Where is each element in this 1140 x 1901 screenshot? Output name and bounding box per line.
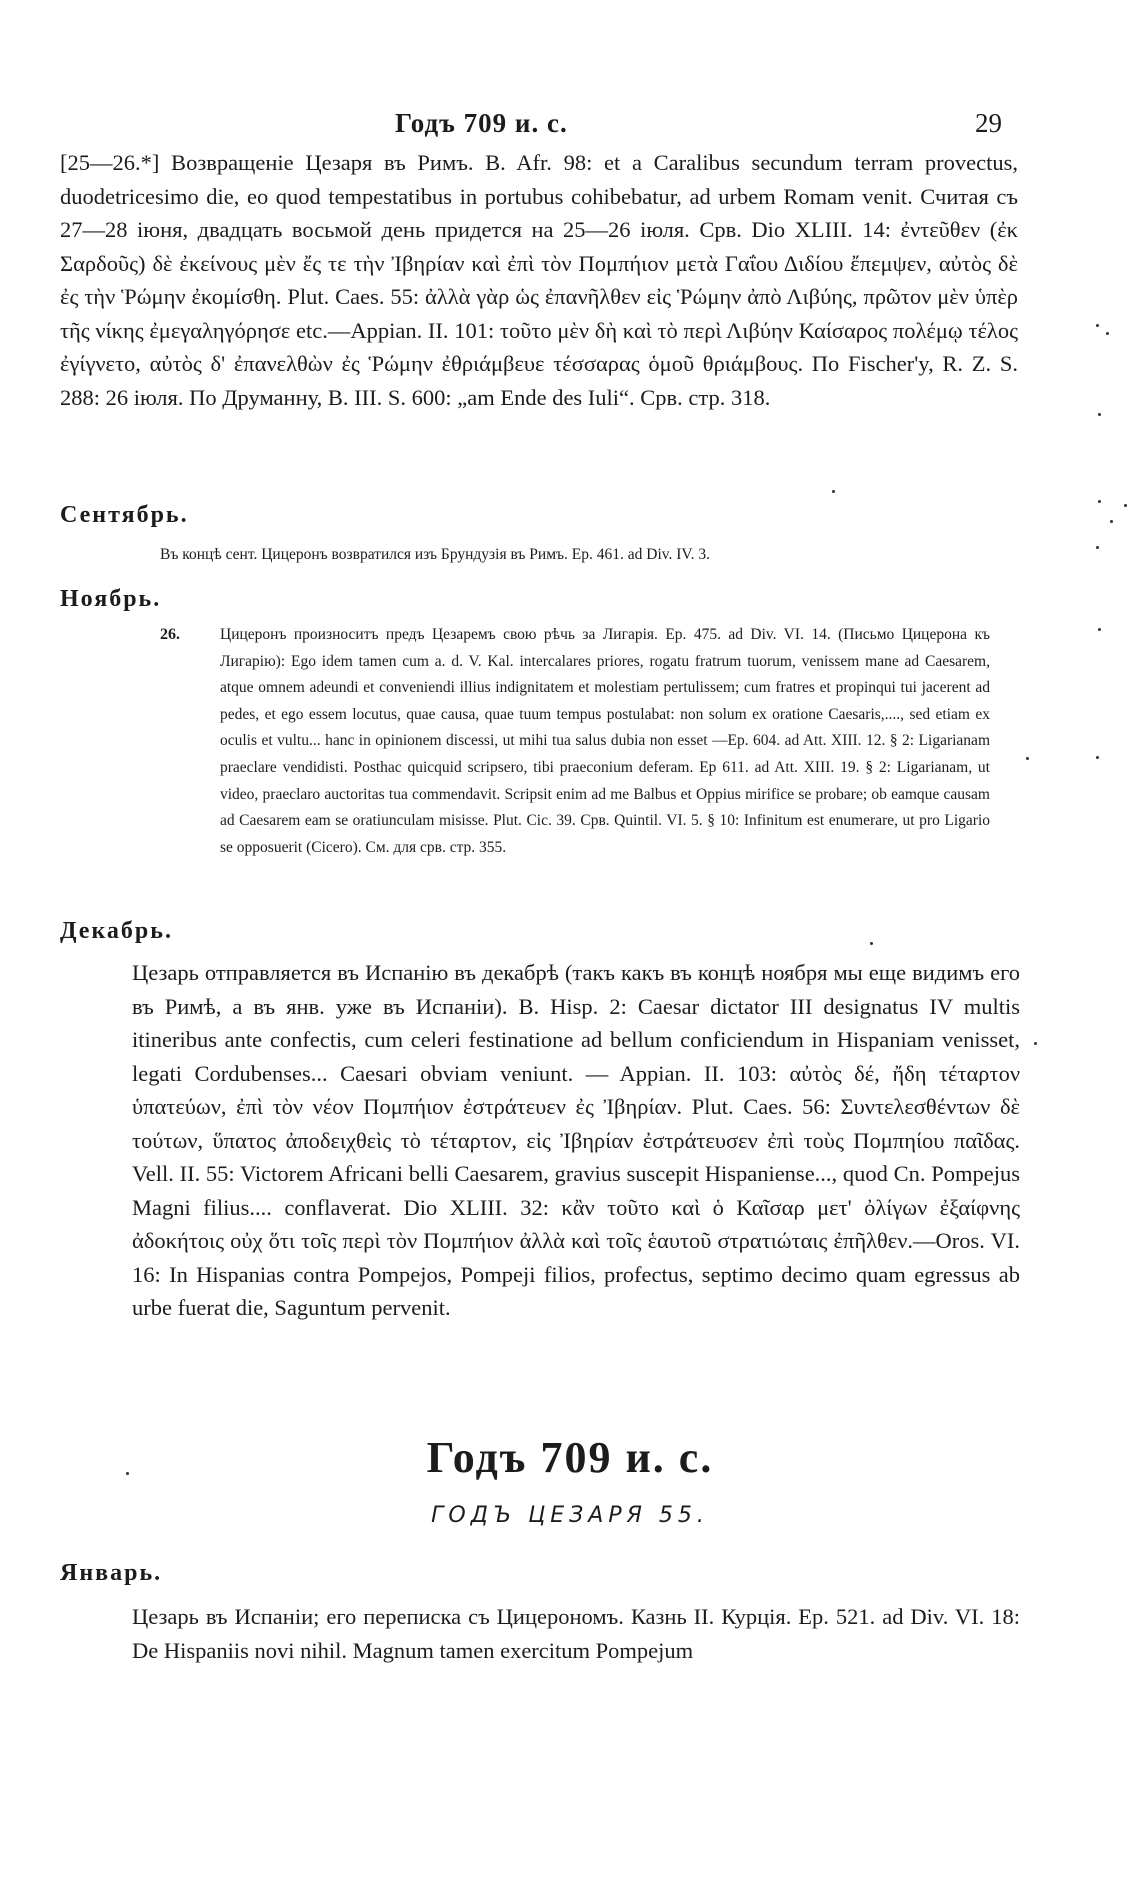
entry-january: Цезарь въ Испаніи; его переписка съ Цицерономъ. Казнь II. Курція. Ep. 521. ad Div. VI. 18: De Hispaniis novi nihil. Magnum tamen exercitum Pompejum: [132, 1604, 1020, 1663]
page-number: 29: [975, 108, 1002, 138]
scan-speck: [832, 490, 835, 493]
entry-december: Цезарь отправляется въ Испанію въ декабрѣ (такъ какъ въ концѣ ноября мы еще видимъ его въ Римѣ, а въ янв. уже въ Испаніи). B. Hisp. 2: Caesar dictator III designatus IV multis itineribus ante confectis, cum celeri festinatione ad bellum conficiendum in Hispaniam venisset, legati Cordubenses... Caesari obviam veniunt. — Appian. II. 103: αὐτὸς δέ, ἤδη τέταρτον ὑπατεύων, ἐπὶ τὸν νέον Πομπήιον ἐστράτευεν ἐς Ἰβηρίαν. Plut. Caes. 56: Συντελεσθέντων δὲ τούτων, ὕπατος ἀποδειχθεὶς τὸ τέταρτον, εἰς Ἰβηρίαν ἐστράτευσεν ἐπὶ τοὺς Πομπηίου παῖδας. Vell. II. 55: Victorem Africani belli Caesarem, gravius suscepit Hispaniense..., quod Cn. Pompejus Magni filius.... conflaverat. Dio XLIII. 32: κἂν τοῦτο καὶ ὁ Καῖσαρ μετ' ὀλίγων ἐξαίφνης ἀδοκήτοις οὐχ ὅτι τοῖς περὶ τὸν Πομπήιον ἀλλὰ καὶ τοῖς ἑαυτοῦ στρατιώταις ἐπῆλθεν.—Oros. VI. 16: In Hispanias contra Pompejos, Pompeji filios, profectus, septimo decimo quam egressus ab urbe fuerat die, Saguntum pervenit.: [132, 960, 1020, 1320]
scan-speck: [1096, 756, 1099, 759]
scan-speck: [126, 1472, 129, 1475]
entry-september: Въ концѣ сент. Цицеронъ возвратился изъ Брундузія въ Римъ. Ep. 461. ad Div. IV. 3.: [160, 546, 710, 563]
section-heading-january: Январь.: [60, 1560, 163, 1586]
scan-speck: [1124, 504, 1127, 507]
entry-july-return: [25—26.*] Возвращеніе Цезаря въ Римъ. B. Afr. 98: et a Caralibus secundum terram provectus, duodetricesimo die, eo quod tempestatibus in portubus cohibebatur, ad urbem Romam venit. Считая съ 27—28 іюня, двадцать восьмой день придется на 25—26 іюля. Срв. Dio XLIII. 14: ἐντεῦθεν (ἐκ Σαρδοῦς) δὲ ἐκείνους μὲν ἔς τε τὴν Ἰβηρίαν καὶ ἐπὶ τὸν Πομπήιον μετὰ Γαΐου Διδίου ἔπεμψεν, αὐτὸς δὲ ἐς τὴν Ῥώμην ἐκομίσθη. Plut. Caes. 55: ἀλλὰ γὰρ ὡς ἐπανῆλθεν εἰς Ῥώμην ἀπὸ Λιβύης, πρῶτον μὲν ὑπὲρ τῆς νίκης ἐμεγαληγόρησε etc.—Appian. II. 101: τοῦτο μὲν δὴ καὶ τὸ περὶ Λιβύην Καίσαρος πολέμῳ τέλος ἐγίγνετο, αὐτὸς δ' ἐπανελθὼν ἐς Ῥώμην ἐθριάμβευε τέσσαρας ὁμοῦ θριάμβους. По Fischer'y, R. Z. S. 288: 26 іюля. По Друманну, B. III. S. 600: „am Ende des Iuli“. Срв. стр. 318.: [60, 150, 1018, 410]
scan-speck: [1098, 500, 1101, 503]
scan-speck: [1110, 520, 1113, 523]
scan-speck: [1106, 332, 1109, 335]
entry-number: 26.: [160, 626, 180, 643]
section-heading-september: Сентябрь.: [60, 502, 189, 528]
scan-speck: [870, 942, 873, 945]
scan-speck: [1098, 628, 1101, 631]
year-heading: Годъ 709 и. с.: [426, 1433, 714, 1482]
scan-speck: [1026, 757, 1029, 760]
scan-speck: [1098, 413, 1101, 416]
running-head: [0, 108, 1140, 148]
scan-speck: [1034, 1042, 1037, 1045]
running-head-title: Годъ 709 и. с.: [395, 108, 568, 138]
entry-november: Цицеронъ произноситъ предъ Цезаремъ свою рѣчь за Лигарія. Ep. 475. ad Div. VI. 14. (Письмо Цицерона къ Лигарію): Ego idem tamen cum a. d. V. Kal. intercalares priores, rogatu fratrum tuorum, venissem mane ad Caesarem, atque omnem adeundi et conveniendi illius indignitatem et molestiam pertulissem; cum fratres et propinqui tui jacerent ad pedes, et ego essem locutus, quae causa, quae tuum tempus postulabat: non solum ex oratione Caesaris,...., sed etiam ex oculis et vultu... hanc in opinionem discessi, ut mihi tua salus dubia non esset —Ep. 604. ad Att. XIII. 12. § 2: Ligarianam praeclare vendidisti. Posthac quicquid scripsero, tibi praeconium deferam. Ep 611. ad Att. XIII. 19. § 2: Ligarianam, ut video, praeclaro auctoritas tua commendavit. Scripsit enim ad me Balbus et Oppius mirifice se probare; ob eamque causam ad Caesarem eam se oratiunculam misisse. Plut. Cic. 39. Срв. Quintil. VI. 5. § 10: Infinitum est enumerare, ut pro Ligario se opposuerit (Cicero). См. для срв. стр. 355.: [220, 626, 990, 856]
scan-speck: [1096, 546, 1099, 549]
scan-speck: [1096, 324, 1099, 327]
year-subheading: ГОДЪ ЦЕЗАРЯ 55.: [431, 1503, 709, 1528]
section-heading-november: Ноябрь.: [60, 586, 162, 612]
section-heading-december: Декабрь.: [60, 918, 173, 944]
